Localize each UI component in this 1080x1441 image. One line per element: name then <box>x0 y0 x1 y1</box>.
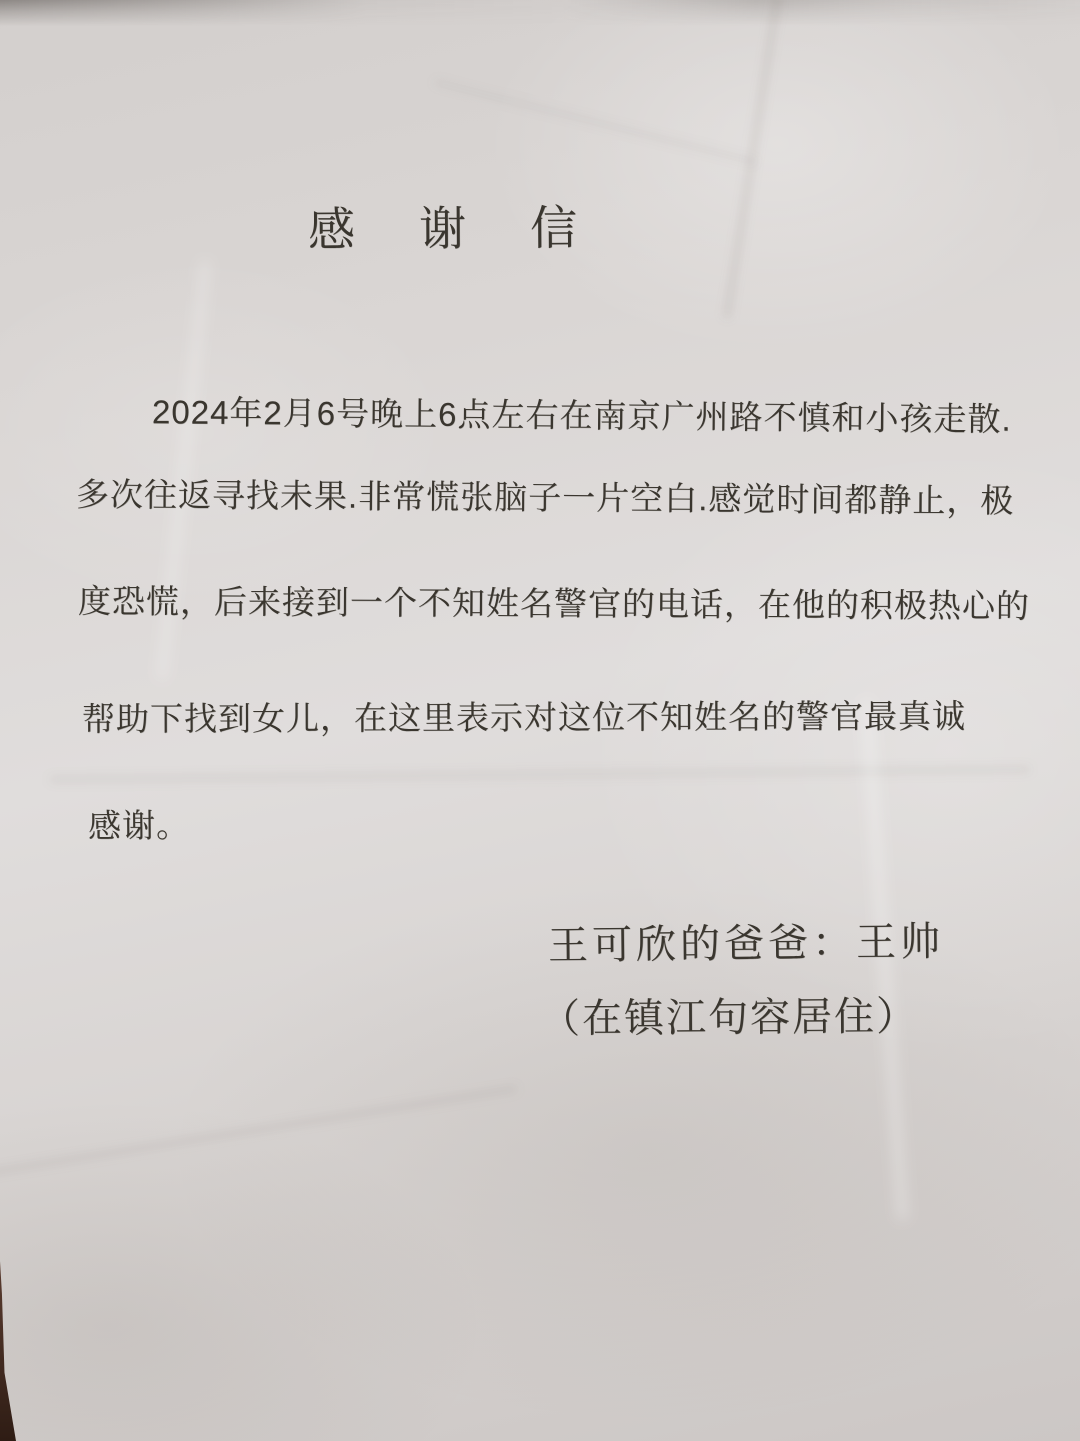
paper-crease <box>434 80 755 164</box>
paper-crease <box>50 767 1030 782</box>
body-line-4: 帮助下找到女儿，在这里表示对这位不知姓名的警官最真诚 <box>81 697 967 738</box>
body-line-2: 多次往返寻找未果.非常慌张脑子一片空白.感觉时间都静止，极 <box>75 475 1015 520</box>
title-char: 信 <box>529 201 578 255</box>
paper-crease <box>0 1086 517 1179</box>
title-char: 谢 <box>418 201 467 256</box>
desk-corner <box>0 1261 16 1441</box>
body-line-1: 2024年2月6号晚上6点左右在南京广州路不慎和小孩走散. <box>151 393 1012 438</box>
body-line-3: 度恐慌，后来接到一个不知姓名警官的电话，在他的积极热心的 <box>77 582 1031 625</box>
signature-line-2: （在镇江句容居住） <box>539 994 919 1042</box>
paper-crease <box>724 0 781 318</box>
signature-line-1: 王可欣的爸爸：王帅 <box>547 919 945 969</box>
paper-top-shadow <box>0 0 1080 26</box>
letter-title <box>308 191 577 260</box>
title-char: 感 <box>307 202 356 256</box>
body-line-5: 感谢。 <box>87 806 191 845</box>
